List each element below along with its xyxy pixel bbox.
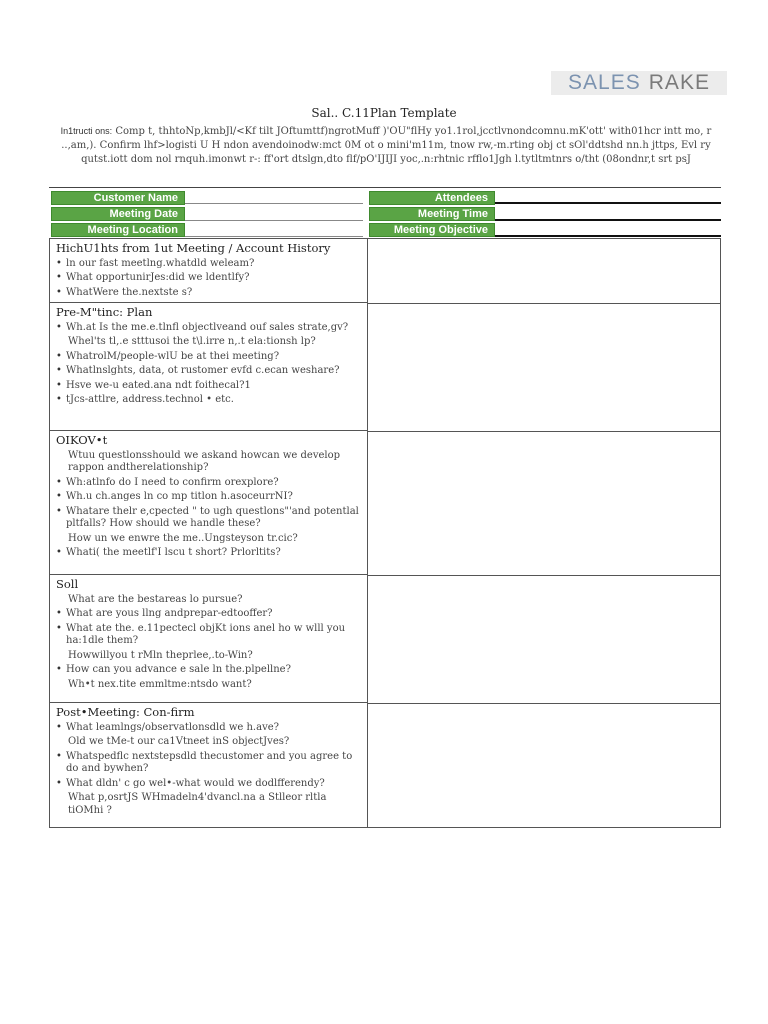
list-item: • WhatWere the.nextste s? (56, 287, 363, 300)
attendees-label: Attendees (369, 191, 495, 205)
section-history (50, 239, 367, 303)
section-discovery (50, 431, 367, 575)
meeting-date-field[interactable] (185, 207, 363, 221)
list-item: How un we enwre the me..Ungsteyson tr.cic? (68, 532, 298, 544)
section-heading: HichU1hts from 1ut Meeting / Account History (56, 241, 331, 255)
meeting-header (49, 187, 721, 239)
section-heading: Pre-M"tinc: Plan (56, 305, 153, 319)
logo-part-1: SALES (568, 71, 641, 94)
list-item: • What are yous llng andprepar-edtooffer? (56, 608, 363, 621)
section-heading: Post•Meeting: Con-firm (56, 705, 195, 719)
list-item: • Whatlnslghts, data, ot rustomer evfd c.ecan weshare? (56, 365, 363, 378)
list-item: • WhatrolM/people-wlU be at thei meeting? (56, 351, 363, 364)
list-item: • tJcs-attlre, address.technol • etc. (56, 394, 363, 407)
meeting-objective-field[interactable] (495, 223, 721, 237)
list-item: • What dldn' c go wel•-what would we dodlfferendy? (56, 778, 363, 791)
notes-pre-meeting-plan[interactable] (368, 303, 720, 432)
company-logo (551, 71, 727, 95)
notes-sell[interactable] (368, 575, 720, 704)
instructions-line-3: qutst.iott dom nol rnquh.imonwt r-: ff'ort dtslgn,dto flf/pO'IJIJI yoc,.n:rhtnic rfflo1Jgh l.tytltmtnrs o/tht (08ondnr,t srt psJ (81, 154, 691, 165)
list-item: • What ate the. e.11pectecl objKt ions anel ho w wlll you ha:1dle them? (56, 623, 363, 648)
list-item: Wh•t nex.tite emmltme:ntsdo want? (68, 678, 252, 690)
header-top-rule (49, 187, 721, 188)
list-item: • What leamlngs/observatlonsdld we h.ave? (56, 722, 363, 735)
notes-post-meeting[interactable] (368, 703, 720, 828)
meeting-time-field[interactable] (495, 207, 721, 221)
section-heading: Soll (56, 577, 79, 591)
section-pre-meeting-plan (50, 303, 367, 431)
list-item: • Wh.u ch.anges ln co mp titlon h.asoceurrNI? (56, 491, 363, 504)
notes-discovery[interactable] (368, 431, 720, 576)
meeting-objective-label: Meeting Objective (369, 223, 495, 237)
customer-name-label: Customer Name (51, 191, 185, 205)
list-item: • What opportunirJes:did we ldentlfy? (56, 272, 363, 285)
instructions (58, 124, 714, 167)
list-item: • Whatare thelr e,cpected " to ugh questlons"'and potentlal pltfalls? How should we handle these? (56, 506, 363, 531)
section-sell (50, 575, 367, 703)
meeting-location-label: Meeting Location (51, 223, 185, 237)
section-heading: OIKOV•t (56, 433, 108, 447)
meeting-location-field[interactable] (185, 223, 363, 237)
instructions-line-2: ..,am,). Confirm lhf>logisti U H ndon avendoinodw:mct 0M ot o mini'm11m, tnow rw,-m.rting obj ct sOl'ddtshd nn.h jttps, Evl ry (61, 140, 711, 151)
list-item: Whel'ts tl,.e stttusoi the t\l.irre n,.t ela:tionsh lp? (68, 336, 316, 347)
list-item: What p,osrtJS WHmadeln4'dvancl.na a Stlleor rltla tiOMhi ? (68, 792, 327, 816)
list-item: What are the bestareas lo pursue? (68, 593, 243, 605)
meeting-date-label: Meeting Date (51, 207, 185, 221)
list-item: Old we tMe-t our ca1Vtneet inS objectJves? (68, 736, 290, 747)
section-post-meeting (50, 703, 367, 828)
list-item: • Hsve we-u eated.ana ndt foithecal?1 (56, 380, 363, 393)
notes-history[interactable] (368, 239, 720, 304)
list-item: • ln our fast meetlng.whatdld weleam? (56, 258, 363, 271)
page-title: Sal.. C.11Plan Template (311, 106, 457, 120)
attendees-field[interactable] (495, 190, 721, 204)
instructions-label: In1tructi ons: (60, 126, 113, 136)
logo-part-2: RAKE (648, 71, 710, 94)
list-item: Howwillyou t rMln theprlee,.to-Win? (68, 649, 253, 661)
meeting-plan-table (49, 238, 721, 828)
list-item: • Wh:atlnfo do I need to confirm orexplore? (56, 477, 363, 490)
list-item: • How can you advance e sale ln the.plpellne? (56, 664, 363, 677)
list-item: • Whati( the meetlf'I lscu t short? Prlorltits? (56, 547, 363, 560)
list-item: • Wh.at Is the me.e.tlnfl objectlveand ouf sales strate,gv? (56, 322, 363, 335)
meeting-time-label: Meeting Time (369, 207, 495, 221)
customer-name-field[interactable] (185, 190, 363, 204)
list-item: • Whatspedflc nextstepsdld thecustomer and you agree to do and bywhen? (56, 751, 363, 776)
instructions-line-1: Comp t, thhtoNp,kmbJl/<Kf tilt JOftumttf)ngrotMuff )'OU"flHy yo1.1rol,jcctlvnondcomnu.mK'ott' with01hcr intt mo, r (115, 126, 712, 137)
list-item: Wtuu questlonsshould we askand howcan we develop rappon andtherelationship? (68, 449, 341, 473)
